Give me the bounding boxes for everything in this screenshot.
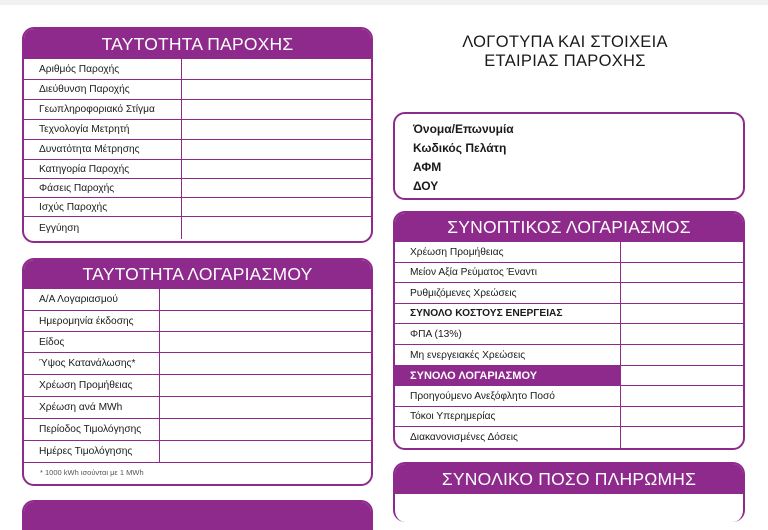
table-row — [395, 304, 743, 324]
row-value-field[interactable] — [182, 80, 371, 99]
bottom-left-panel — [22, 500, 373, 530]
row-label: Κατηγορία Παροχής — [24, 160, 182, 178]
row-value-field[interactable] — [182, 100, 371, 119]
row-value-field[interactable] — [621, 283, 743, 303]
row-value-field[interactable] — [621, 345, 743, 365]
row-label: Ημερομηνία έκδοσης — [24, 311, 160, 331]
row-value-field[interactable] — [182, 140, 371, 159]
table-row — [24, 441, 371, 463]
table-row — [24, 375, 371, 397]
logo-placeholder-title — [420, 33, 710, 71]
row-value-field[interactable] — [621, 366, 743, 385]
table-row — [24, 289, 371, 311]
row-label: Είδος — [24, 332, 160, 352]
row-label: Χρέωση ανά MWh — [24, 397, 160, 418]
row-value-field[interactable] — [621, 263, 743, 282]
row-label: ΣΥΝΟΛΟ ΛΟΓΑΡΙΑΣΜΟΥ — [395, 366, 621, 385]
footnote: * 1000 kWh ισούνται με 1 MWh — [40, 468, 144, 477]
row-value-field[interactable] — [182, 198, 371, 216]
row-value-field[interactable] — [160, 311, 371, 331]
row-value-field[interactable] — [621, 304, 743, 323]
row-label: Ρυθμιζόμενες Χρεώσεις — [395, 283, 621, 303]
table-row — [24, 332, 371, 353]
table-row — [395, 407, 743, 427]
row-label: Διεύθυνση Παροχής — [24, 80, 182, 99]
provision-identity-panel — [22, 27, 373, 243]
row-value-field[interactable] — [160, 289, 371, 310]
row-label: ΦΠΑ (13%) — [395, 324, 621, 344]
account-identity-title: ΤΑΥΤΟΤΗΤΑ ΛΟΓΑΡΙΑΣΜΟΥ — [24, 260, 371, 289]
table-row — [24, 198, 371, 217]
table-row — [395, 345, 743, 366]
table-row — [395, 242, 743, 263]
table-row — [395, 427, 743, 448]
top-strip — [0, 0, 768, 5]
row-value-field[interactable] — [621, 427, 743, 448]
row-label: Διακανονισμένες Δόσεις — [395, 427, 621, 448]
tax-id-label: ΑΦΜ — [413, 160, 442, 174]
row-value-field[interactable] — [160, 353, 371, 374]
table-row — [24, 397, 371, 419]
row-value-field[interactable] — [182, 179, 371, 197]
table-row — [24, 217, 371, 239]
row-label: Περίοδος Τιμολόγησης — [24, 419, 160, 440]
table-row-total — [395, 366, 743, 386]
row-label: Χρέωση Προμήθειας — [24, 375, 160, 396]
row-value-field[interactable] — [621, 324, 743, 344]
row-value-field[interactable] — [160, 419, 371, 440]
table-row — [24, 160, 371, 179]
row-label: Τόκοι Υπερημερίας — [395, 407, 621, 426]
row-value-field[interactable] — [621, 386, 743, 406]
row-label: Μείον Αξία Ρεύματος Έναντι — [395, 263, 621, 282]
row-label: Ισχύς Παροχής — [24, 198, 182, 216]
row-value-field[interactable] — [182, 120, 371, 139]
table-row — [24, 179, 371, 198]
table-row — [24, 80, 371, 100]
row-label: Ύψος Κατανάλωσης* — [24, 353, 160, 374]
row-value-field[interactable] — [160, 375, 371, 396]
row-value-field[interactable] — [182, 59, 371, 79]
row-label: Μη ενεργειακές Χρεώσεις — [395, 345, 621, 365]
table-row — [395, 263, 743, 283]
row-label: Φάσεις Παροχής — [24, 179, 182, 197]
account-identity-table — [24, 289, 371, 463]
tax-office-label: ΔΟΥ — [413, 179, 439, 193]
row-value-field[interactable] — [182, 217, 371, 239]
account-summary-title: ΣΥΝΟΠΤΙΚΟΣ ΛΟΓΑΡΙΑΣΜΟΣ — [395, 213, 743, 242]
table-row — [24, 140, 371, 160]
row-label: Χρέωση Προμήθειας — [395, 242, 621, 262]
row-label: Προηγούμενο Ανεξόφλητο Ποσό — [395, 386, 621, 406]
row-value-field[interactable] — [160, 332, 371, 352]
row-label: Γεωπληροφοριακό Στίγμα — [24, 100, 182, 119]
row-label: ΣΥΝΟΛΟ ΚΟΣΤΟΥΣ ΕΝΕΡΓΕΙΑΣ — [395, 304, 621, 323]
provision-identity-title: ΤΑΥΤΟΤΗΤΑ ΠΑΡΟΧΗΣ — [24, 29, 371, 59]
company-info-panel — [393, 112, 745, 200]
account-identity-panel — [22, 258, 373, 486]
customer-code-label: Κωδικός Πελάτη — [413, 141, 507, 155]
row-value-field[interactable] — [621, 407, 743, 426]
total-payment-title: ΣΥΝΟΛΙΚΟ ΠΟΣΟ ΠΛΗΡΩΜΗΣ — [395, 464, 743, 494]
row-value-field[interactable] — [182, 160, 371, 178]
table-row — [395, 324, 743, 345]
logo-title-line1: ΛΟΓΟΤΥΠΑ ΚΑΙ ΣΤΟΙΧΕΙΑ — [462, 33, 668, 51]
table-row — [24, 311, 371, 332]
row-label: Εγγύηση — [24, 217, 182, 239]
table-row — [395, 283, 743, 304]
company-name-label: Όνομα/Επωνυμία — [413, 122, 514, 136]
row-label: Τεχνολογία Μετρητή — [24, 120, 182, 139]
row-value-field[interactable] — [160, 441, 371, 462]
table-row — [395, 386, 743, 407]
row-label: Α/Α Λογαριασμού — [24, 289, 160, 310]
logo-title-line2: ΕΤΑΙΡΙΑΣ ΠΑΡΟΧΗΣ — [484, 52, 646, 70]
account-summary-panel — [393, 211, 745, 450]
table-row — [24, 353, 371, 375]
row-value-field[interactable] — [160, 397, 371, 418]
row-label: Ημέρες Τιμολόγησης — [24, 441, 160, 462]
row-label: Δυνατότητα Μέτρησης — [24, 140, 182, 159]
row-label: Αριθμός Παροχής — [24, 59, 182, 79]
provision-identity-table — [24, 59, 371, 239]
table-row — [24, 59, 371, 80]
table-row — [24, 419, 371, 441]
account-summary-table — [395, 242, 743, 448]
row-value-field[interactable] — [621, 242, 743, 262]
table-row — [24, 100, 371, 120]
total-payment-panel — [393, 462, 745, 522]
bottom-left-panel-header — [24, 502, 371, 530]
table-row — [24, 120, 371, 140]
